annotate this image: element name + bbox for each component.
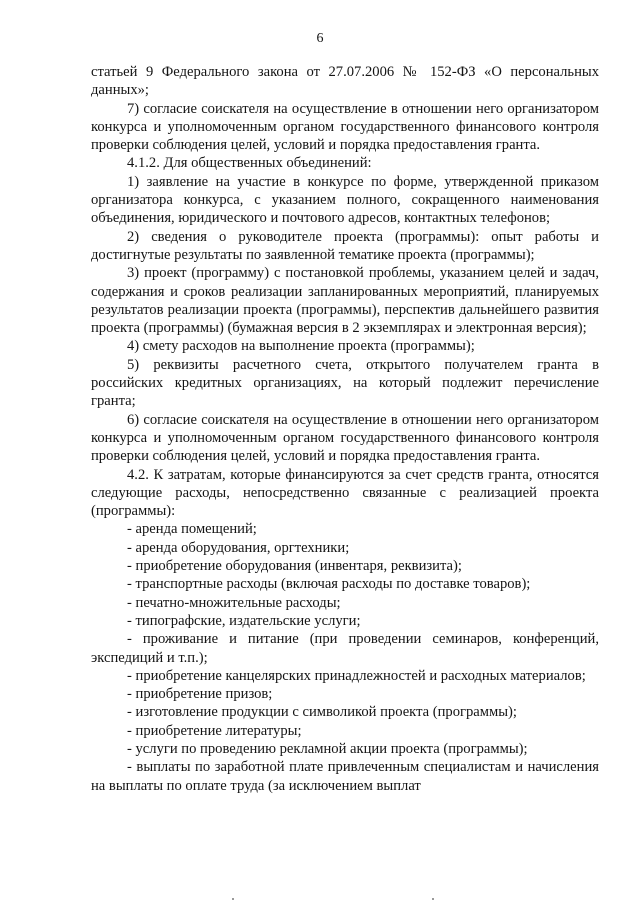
- paragraph-item-7-consent: 7) согласие соискателя на осуществление в отношении него организатором конкурса и уполномоченным органом государственного финансового контроля проверки соблюдения целей, условий и порядка предоставления гранта.: [91, 100, 599, 154]
- paragraph-item-5-bank-details: 5) реквизиты расчетного счета, открытого получателем гранта в российских кредитных организациях, на который подлежит перечисление гранта;: [91, 356, 599, 410]
- page-number: 6: [316, 31, 324, 46]
- list-item-premises-rent: - аренда помещений;: [127, 521, 257, 538]
- paragraph-item-1-application: 1) заявление на участие в конкурсе по форме, утвержденной приказом организатора конкурса, с указанием полного, сокращенного наименования объединения, юридического и почтового адресов, контактных телефонов;: [91, 173, 599, 227]
- list-item-accommodation: - проживание и питание (при проведении семинаров, конференций, экспедиций и т.п.);: [91, 631, 599, 666]
- list-item-advertising: - услуги по проведению рекламной акции проекта (программы);: [127, 740, 528, 757]
- paragraph-item-4-budget: 4) смету расходов на выполнение проекта (программы);: [127, 338, 475, 355]
- list-item-prizes: - приобретение призов;: [127, 686, 273, 703]
- paragraph-item-2-leader-info: 2) сведения о руководителе проекта (программы): опыт работы и достигнутые результаты по заявленной тематике проекта (программы);: [91, 228, 599, 263]
- list-item-stationery: - приобретение канцелярских принадлежностей и расходных материалов;: [127, 667, 586, 684]
- list-item-transport: - транспортные расходы (включая расходы по доставке товаров);: [127, 576, 531, 593]
- list-item-salary: - выплаты по заработной плате привлеченным специалистам и начисления на выплаты по оплате труда (за исключением выплат: [91, 759, 599, 794]
- scan-dot: [432, 898, 434, 900]
- list-item-equipment-rent: - аренда оборудования, оргтехники;: [127, 539, 350, 556]
- paragraph-item-3-project: 3) проект (программу) с постановкой проблемы, указанием целей и задач, содержания и сроков реализации запланированных мероприятий, планируемых результатов реализации проекта (программы), перспектив дальнейшего развития проекта (программы) (бумажная версия в 2 экземплярах и электронная версия);: [91, 265, 599, 337]
- scan-dot: [232, 898, 234, 900]
- list-item-literature: - приобретение литературы;: [127, 722, 302, 739]
- list-item-equipment-purchase: - приобретение оборудования (инвентаря, реквизита);: [127, 558, 462, 575]
- paragraph-item-6-consent: 6) согласие соискателя на осуществление в отношении него организатором конкурса и уполномоченным органом государственного финансового контроля проверки соблюдения целей, условий и порядка предоставления гранта.: [91, 411, 599, 465]
- document-body: [91, 63, 599, 795]
- paragraph-section-4-1-2: 4.1.2. Для общественных объединений:: [127, 155, 372, 172]
- list-item-publishing: - типографские, издательские услуги;: [127, 612, 361, 629]
- list-item-printing: - печатно-множительные расходы;: [127, 594, 341, 611]
- list-item-branded-products: - изготовление продукции с символикой проекта (программы);: [127, 704, 517, 721]
- paragraph-law-reference: статьей 9 Федерального закона от 27.07.2006 № 152-ФЗ «О персональных данных»;: [91, 64, 599, 99]
- paragraph-section-4-2: 4.2. К затратам, которые финансируются за счет средств гранта, относятся следующие расходы, непосредственно связанные с реализацией проекта (программы):: [91, 466, 599, 520]
